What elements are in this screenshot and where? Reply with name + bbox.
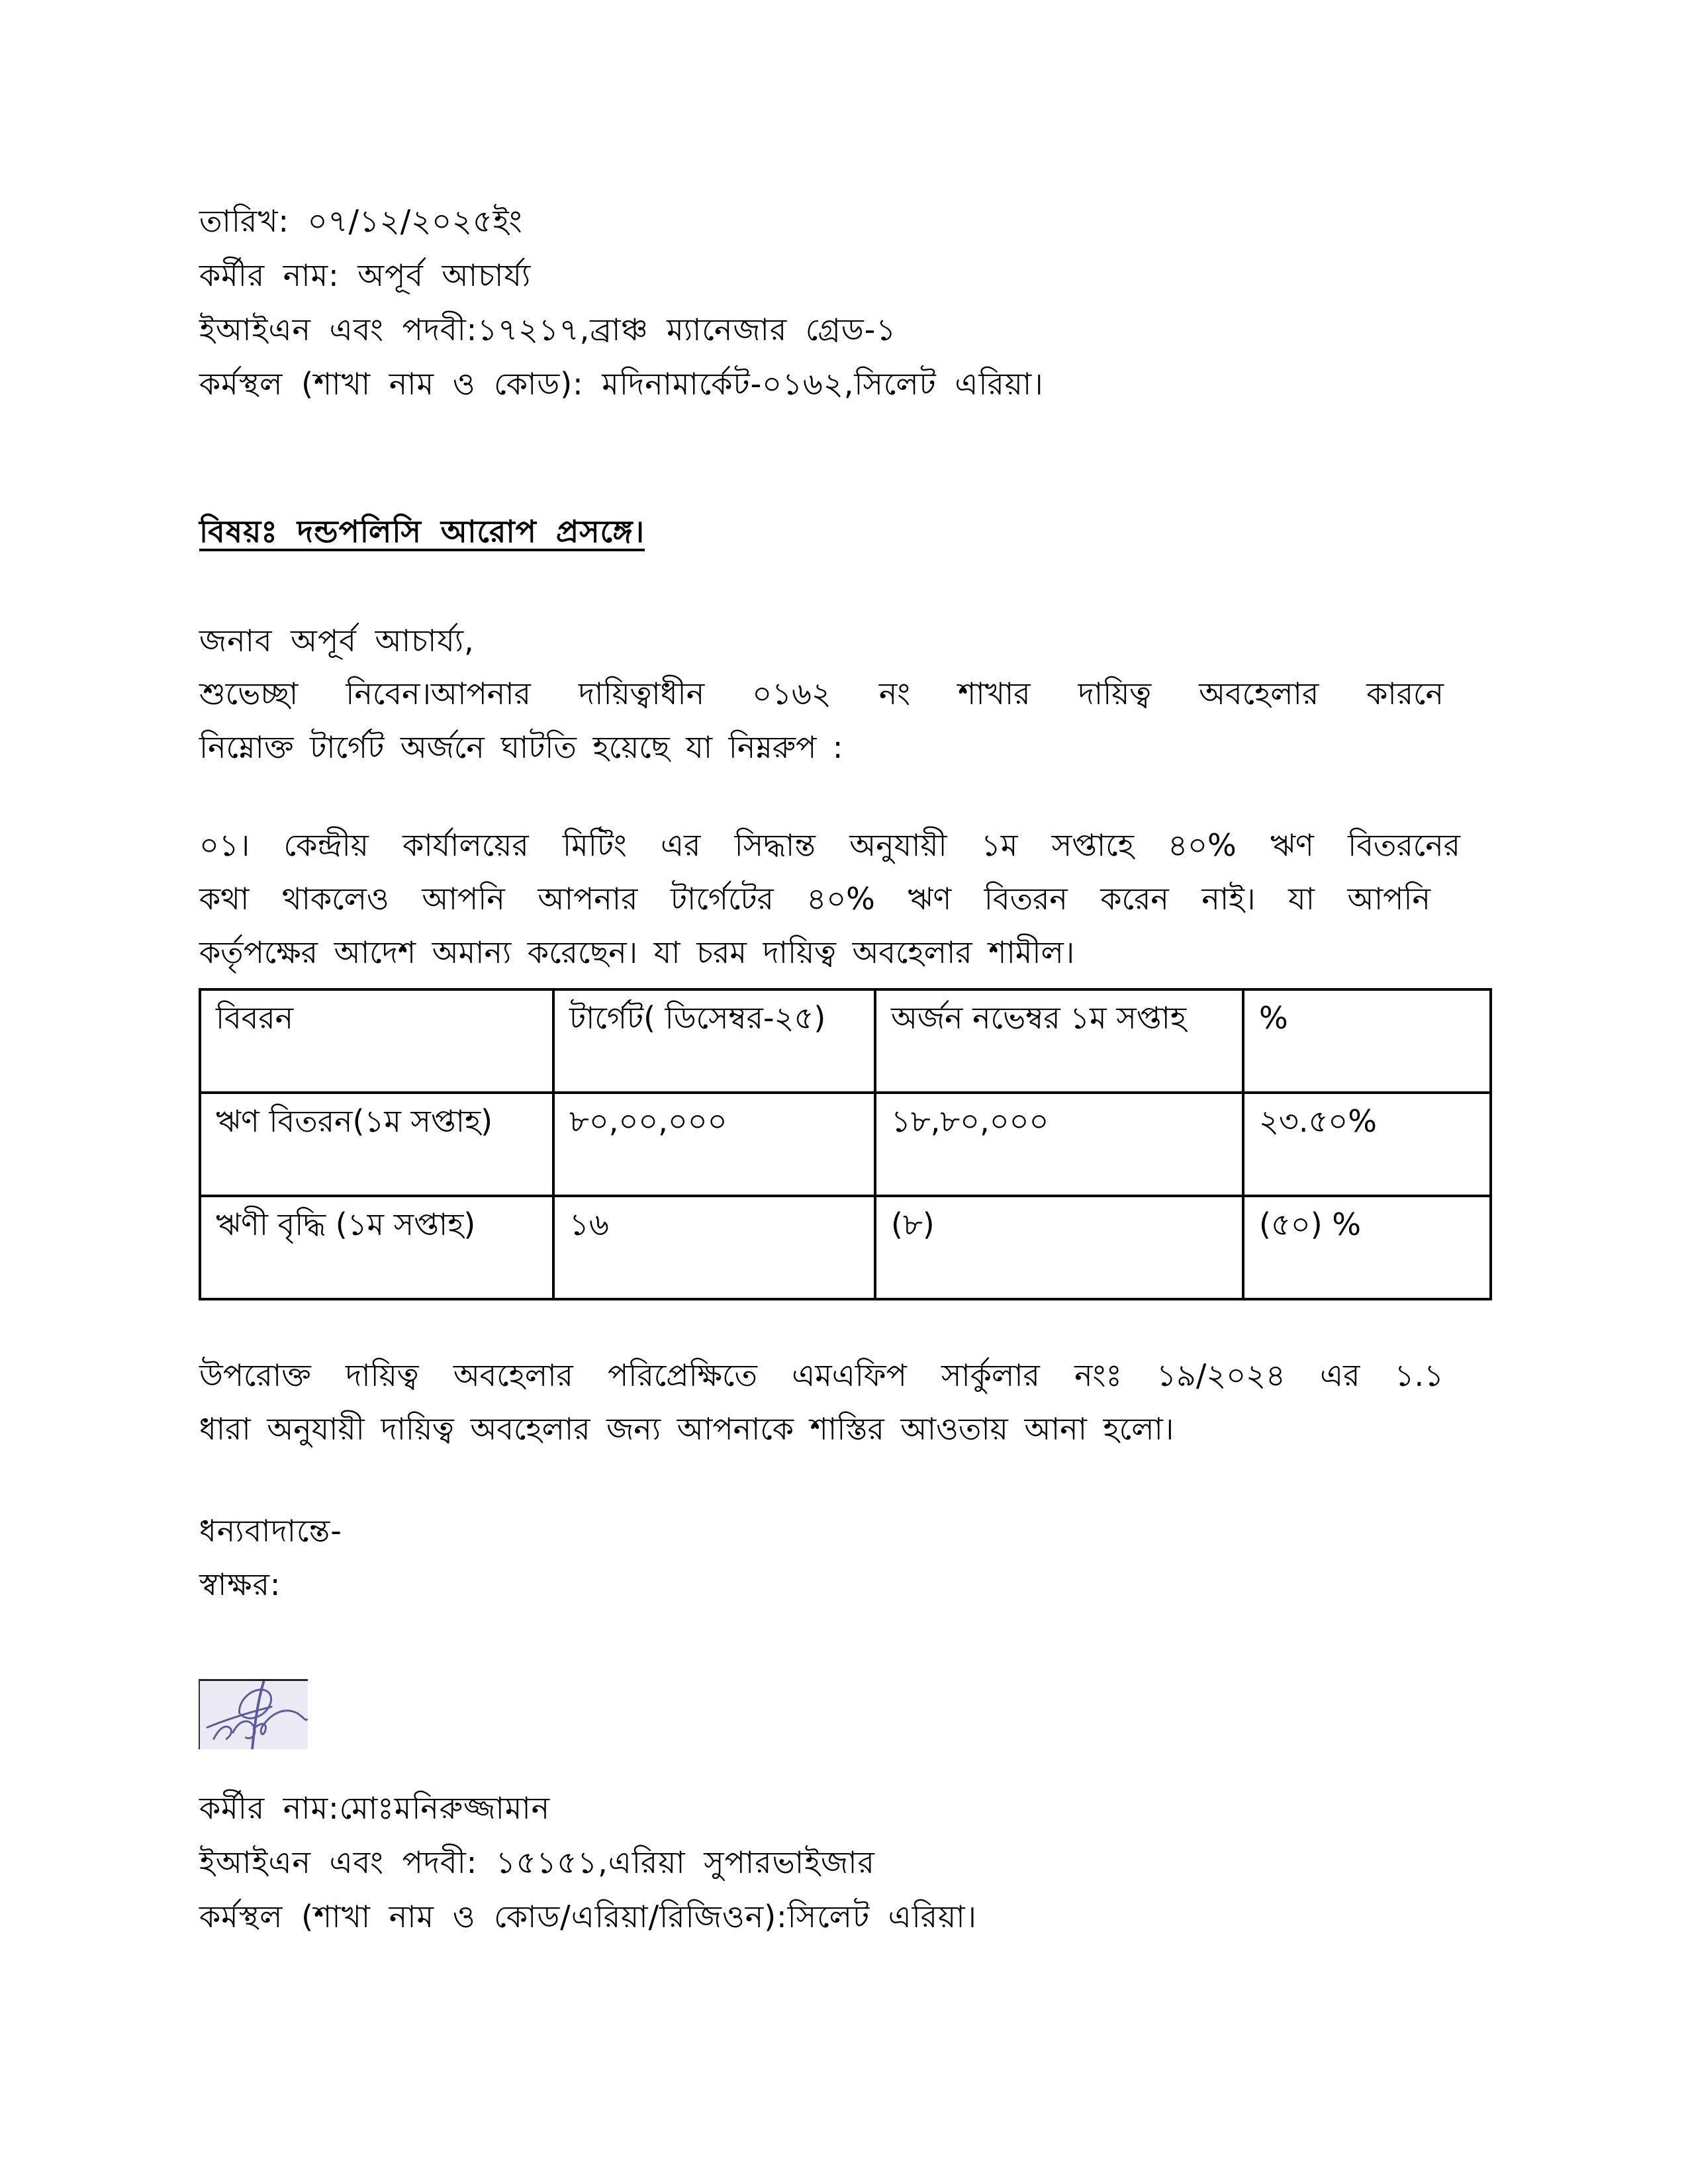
signatory-name-line: কর্মীর নাম:মোঃমনিরুজ্জামান [199, 1790, 551, 1826]
table-cell: ১৬ [553, 1196, 875, 1299]
closing-line: ধন্যবাদান্তে- [199, 1513, 342, 1549]
signatory-ein-designation-line: ইআইএন এবং পদবী: ১৫১৫১,এরিয়া সুপারভাইজার [199, 1844, 875, 1880]
signatory-workplace-line: কর্মস্থল (শাখা নাম ও কোড/এরিয়া/রিজিওন):সিলেট এরিয়া। [199, 1899, 977, 1934]
intro-line: নিম্নোক্ত টার্গেট অর্জনে ঘাটতি হয়েছে যা নিম্নরুপ : [199, 729, 843, 765]
point-1-paragraph [199, 819, 1460, 979]
table-cell: (৮) [875, 1196, 1243, 1299]
table-cell: ১৮,৮০,০০০ [875, 1093, 1243, 1196]
subject-line: বিষয়ঃ দন্ডপলিসি আরোপ প্রসঙ্গে। [199, 514, 645, 549]
point-1-line: কর্তৃপক্ষের আদেশ অমান্য করেছেন। যা চরম দায়িত্ব অবহেলার শামীল। [199, 934, 1075, 970]
header-cell-target: টার্গেট( ডিসেম্বর-২৫) [553, 989, 875, 1093]
point-1-line: কথা থাকলেও আপনি আপনার টার্গেটের ৪০% ঋণ বিতরন করেন নাই। যা আপনি [199, 881, 1430, 917]
header-cell-achievement: অর্জন নভেম্বর ১ম সপ্তাহ [875, 989, 1243, 1093]
table-cell: ৮০,০০,০০০ [553, 1093, 875, 1196]
table-cell: ২৩.৫০% [1243, 1093, 1491, 1196]
table-header-row [200, 989, 1491, 1093]
signature-image [199, 1679, 308, 1749]
table-row [200, 1196, 1491, 1299]
target-achievement-table [199, 988, 1492, 1300]
signature-label: স্বাক্ষর: [199, 1567, 281, 1602]
date-line: তারিখ: ০৭/১২/২০২৫ইং [199, 203, 523, 239]
conclusion-paragraph [199, 1349, 1444, 1456]
header-cell-description: বিবরন [200, 989, 553, 1093]
greeting: জনাব অপূর্ব আচার্য্য, [199, 623, 475, 659]
table-cell: ঋণী বৃদ্ধি (১ম সপ্তাহ) [200, 1196, 553, 1299]
header-cell-percent: % [1243, 989, 1491, 1093]
intro-paragraph [199, 667, 1444, 774]
table-row [200, 1093, 1491, 1196]
table-cell: ঋণ বিতরন(১ম সপ্তাহ) [200, 1093, 553, 1196]
handwritten-signature-icon [200, 1681, 308, 1749]
table-cell: (৫০) % [1243, 1196, 1491, 1299]
employee-name-line: কর্মীর নাম: অপূর্ব আচার্য্য [199, 257, 532, 293]
conclusion-line: ধারা অনুযায়ী দায়িত্ব অবহেলার জন্য আপনাকে শাস্তির আওতায় আনা হলো। [199, 1411, 1174, 1447]
ein-designation-line: ইআইএন এবং পদবী:১৭২১৭,ব্রাঞ্চ ম্যানেজার গ্রেড-১ [199, 312, 897, 347]
point-1-line: ০১। কেন্দ্রীয় কার্যালয়ের মিটিং এর সিদ্ধান্ত অনুযায়ী ১ম সপ্তাহে ৪০% ঋণ বিতরনের [199, 827, 1460, 863]
intro-line: শুভেচ্ছা নিবেন।আপনার দায়িত্বাধীন ০১৬২ নং শাখার দায়িত্ব অবহেলার কারনে [199, 676, 1444, 711]
workplace-line: কর্মস্থল (শাখা নাম ও কোড): মদিনামার্কেট-০১৬২,সিলেট এরিয়া। [199, 366, 1044, 402]
conclusion-line: উপরোক্ত দায়িত্ব অবহেলার পরিপ্রেক্ষিতে এমএফিপ সার্কুলার নংঃ ১৯/২০২৪ এর ১.১ [199, 1357, 1444, 1393]
